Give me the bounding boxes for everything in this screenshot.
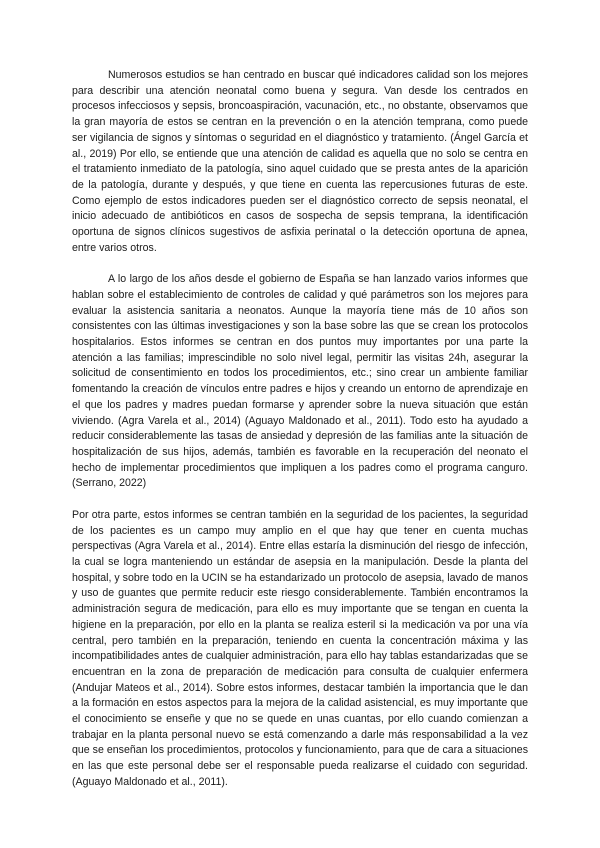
paragraph-spacer (72, 256, 528, 272)
paragraph-quality-indicators: Numerosos estudios se han centrado en buscar qué indicadores calidad son los mejores para describir una atención neonatal como buena y segura. Van desde los centrados en procesos infecciosos y sepsis, broncoaspiración, vacunación, etc., no obstante, observamos que la gran mayoría de estos se centran en la prevención o en la atención temprana, como puede ser vigilancia de signos y síntomas o seguridad en el diagnóstico y tratamiento. (Ángel García et al., 2019) Por ello, se entiende que una atención de calidad es aquella que no solo se centra en el tratamiento inmediato de la patología, sino aquel cuidado que se presta antes de la aparición de la patología, durante y después, y que tiene en cuenta las repercusiones futuras de este. Como ejemplo de estos indicadores pueden ser el diagnóstico correcto de sepsis neonatal, el inicio adecuado de antibióticos en casos de sospecha de sepsis temprana, la identificación oportuna de signos clínicos sugestivos de asfixia perinatal o la detección oportuna de apnea, entre varios otros. (72, 69, 528, 254)
paragraph-patient-safety: Por otra parte, estos informes se centran también en la seguridad de los pacientes, la seguridad de los pacientes es un campo muy amplio en el que hay que tener en cuenta muchas perspectivas (Agra Varela et al., 2014). Entre ellas estaría la disminución del riesgo de infección, la cual se logra manteniendo un estándar de asepsia en la manipulación. Desde la planta del hospital, y sobre todo en la UCIN se ha estandarizado un protocolo de asepsia, lavado de manos y uso de guantes que permite reducir este riesgo considerablemente. También encontramos la administración segura de medicación, para ello es muy importante que se tengan en cuenta la higiene en la preparación, por ello en la planta se realiza esteril si la medicación va por una vía central, pero también en la preparación, teniendo en cuenta la concentración máxima y las incompatibilidades antes de cualquier administración, para ello hay tablas estandarizadas que se encuentran en la zona de preparación de medicación para consulta de cualquier enfermera (Andujar Mateos et al., 2014). Sobre estos informes, destacar también la importancia que le dan a la formación en estos aspectos para la mejora de la calidad asistencial, es muy importante que el conocimiento se enseñe y que no se quede en unas cuantas, por ello cuando comienzan a trabajar en la planta personal nuevo se está comenzando a darle más responsabilidad a la vez que se enseñan los procedimientos, protocolos y funcionamiento, para que de cara a situaciones en las que este personal debe ser el responsable pueda realizarse el cuidado con seguridad. (Aguayo Maldonado et al., 2011). (72, 508, 528, 788)
document-page (72, 68, 528, 791)
paragraph-government-reports: A lo largo de los años desde el gobierno de España se han lanzado varios informes que hablan sobre el establecimiento de controles de calidad y qué parámetros son los mejores para evaluar la asistencia sanitaria a neonatos. Aunque la mayoría tiene más de 10 años son consistentes con las últimas investigaciones y son la base sobre las que se crean los protocolos hospitalarios. Estos informes se centran en dos puntos muy importantes por una parte la atención a las familias; imprescindible no solo nivel legal, permitir las visitas 24h, asegurar la solicitud de consentimiento en todos los procedimientos, etc.; sino crear un ambiente familiar fomentando la creación de vínculos entre padres e hijos y creando un entorno de aprendizaje en el que los padres y madres puedan formarse y aprender sobre la nueva situación que están viviendo. (Agra Varela et al., 2014) (Aguayo Maldonado et al., 2011). Todo esto ha ayudado a reducir considerablemente las tasas de ansiedad y depresión de las familias ante la situación de hospitalización de sus hijos, además, también es favorable en la recuperación del neonato el hecho de implementar procedimientos que impliquen a los padres como el programa canguro. (Serrano, 2022) (72, 273, 528, 490)
paragraph-spacer (72, 492, 528, 508)
